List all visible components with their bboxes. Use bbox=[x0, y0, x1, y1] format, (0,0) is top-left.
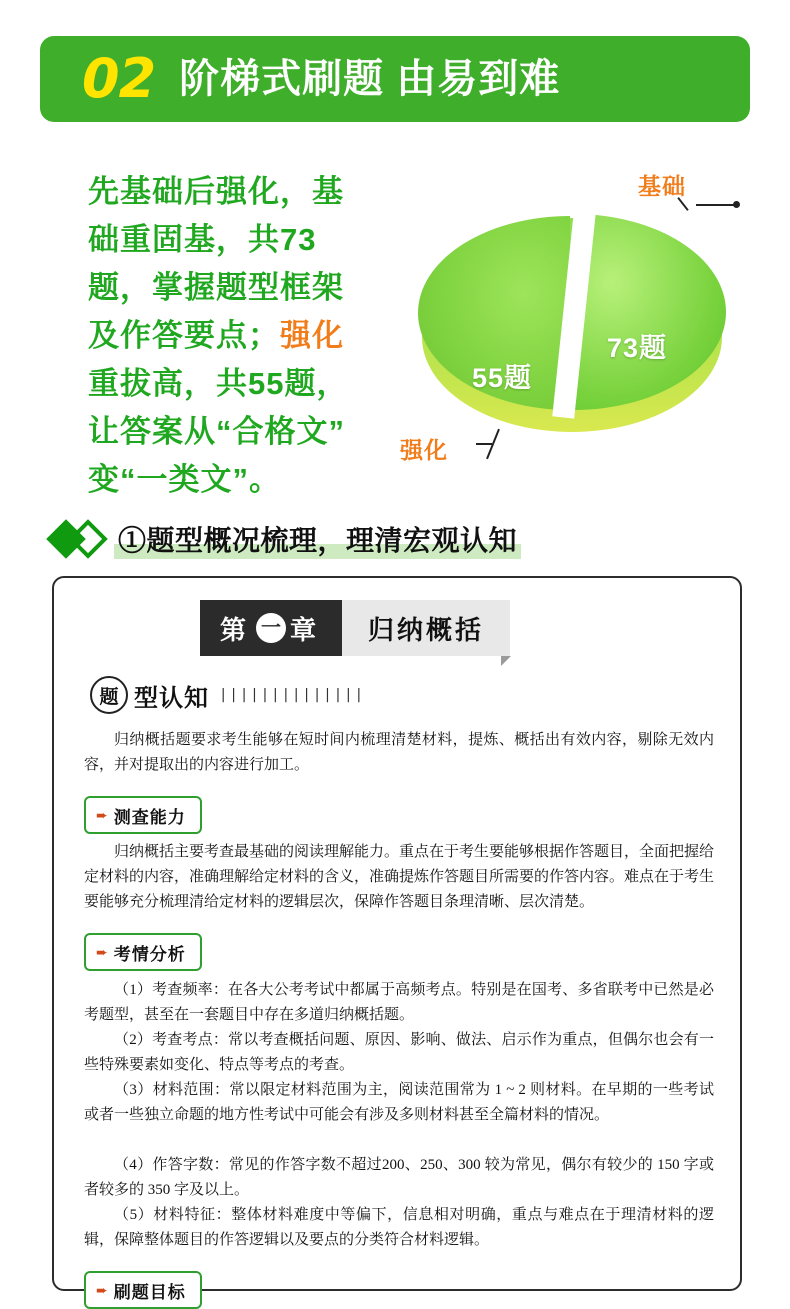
intro-line-6: 让答案从“合格文” bbox=[88, 414, 345, 449]
banner-number: 02 bbox=[82, 47, 156, 110]
pie-top-face bbox=[422, 218, 722, 408]
intro-line-7: 变“一类文”。 bbox=[88, 462, 281, 497]
analysis-item-5: （5）材料特征：整体材料难度中等偏下，信息相对明确，重点与难点在于理清材料的逻辑，保障整体题目的作答逻辑以及要点的分类符合材料逻辑。 bbox=[84, 1207, 714, 1248]
analysis-item-3: （3）材料范围：常以限定材料范围为主，阅读范围常为 1 ~ 2 则材料。在早期的一些考试或者一些独立命题的地方性考试中可能会有涉及多则材料甚至全篇材料的情况。 bbox=[84, 1082, 714, 1123]
intro-line-4-normal: 及作答要点； bbox=[88, 318, 280, 353]
intro-line-2: 础重固基，共73 bbox=[88, 222, 317, 257]
intro-line-4-highlight: 强化 bbox=[280, 318, 344, 353]
analysis-item-4: （4）作答字数：常见的作答字数不超过200、250、300 较为常见，偶尔有较少的 150 字或者较多的 350 字及以上。 bbox=[84, 1157, 714, 1198]
section-banner bbox=[40, 36, 750, 122]
leader-dot-basic bbox=[733, 201, 740, 208]
chapter-title: 归纳概括 bbox=[342, 600, 510, 656]
section-heading bbox=[52, 516, 742, 562]
tag-goal bbox=[84, 1271, 202, 1309]
leader-line-basic bbox=[696, 204, 734, 206]
chapter-label bbox=[200, 600, 342, 656]
diamond-hollow-icon bbox=[68, 519, 108, 559]
section-heading-label: ①题型概况梳理，理清宏观认知 bbox=[114, 519, 521, 559]
analysis-item-2: （2）考查考点：常以考查概括问题、原因、影响、做法、启示作为重点，但偶尔也会有一些特殊要素如变化、特点等考点的考查。 bbox=[84, 1032, 714, 1073]
intro-line-3: 题，掌握题型框架 bbox=[88, 270, 344, 305]
intro-line-4 bbox=[88, 312, 408, 360]
leader-line-strong bbox=[476, 443, 492, 445]
subsection-decoration: |||||||||||||| bbox=[219, 687, 366, 703]
content-card bbox=[52, 576, 742, 1302]
ability-paragraph: 归纳概括主要考查最基础的阅读理解能力。重点在于考生要能够根据作答题目，全面把握给定材料的内容，准确理解给定材料的含义，准确提炼作答题目所需要的作答内容。难点在于考生要能够充分梳理清给定材料的逻辑层次，保障作答题目条理清晰、层次清楚。 bbox=[84, 844, 715, 910]
pie-callout-basic: 基础 bbox=[638, 173, 686, 199]
subsection-badge: 题 bbox=[90, 676, 128, 714]
arrow-right-icon: ➨ bbox=[96, 1282, 108, 1298]
diamond-bullet-icon bbox=[52, 522, 110, 556]
chapter-suffix: 章 bbox=[290, 614, 323, 645]
tag-ability-label: 测查能力 bbox=[113, 807, 186, 827]
pie-chart bbox=[400, 160, 760, 500]
chapter-header bbox=[200, 600, 510, 656]
tag-ability bbox=[84, 796, 202, 834]
pie-chart-graphic bbox=[422, 218, 722, 448]
banner-title: 阶梯式刷题 由易到难 bbox=[179, 57, 561, 101]
tag-analysis bbox=[84, 933, 202, 971]
subsection-header bbox=[90, 676, 365, 714]
pie-label-strong: 55题 bbox=[472, 363, 533, 393]
intro-line-5: 重拔高，共55题， bbox=[88, 366, 349, 401]
arrow-right-icon: ➨ bbox=[96, 944, 108, 960]
pie-label-basic: 73题 bbox=[607, 333, 668, 363]
chapter-prefix: 第 bbox=[220, 614, 253, 645]
intro-line-1: 先基础后强化，基 bbox=[88, 174, 344, 209]
arrow-right-icon: ➨ bbox=[96, 807, 108, 823]
analysis-item-1: （1）考查频率：在各大公考考试中都属于高频考点。特别是在国考、多省联考中已然是必考题型，甚至在一套题目中存在多道归纳概括题。 bbox=[84, 982, 714, 1023]
intro-paragraph: 归纳概括题要求考生能够在短时间内梳理清楚材料，提炼、概括出有效内容，剔除无效内容，并对提取出的内容进行加工。 bbox=[84, 732, 714, 773]
intro-text bbox=[88, 168, 408, 504]
tag-analysis-label: 考情分析 bbox=[113, 944, 186, 964]
tag-goal-label: 刷题目标 bbox=[113, 1282, 186, 1302]
pie-callout-strong: 强化 bbox=[400, 437, 448, 463]
chapter-number: 一 bbox=[256, 613, 286, 643]
subsection-title: 型认知 bbox=[134, 684, 209, 712]
